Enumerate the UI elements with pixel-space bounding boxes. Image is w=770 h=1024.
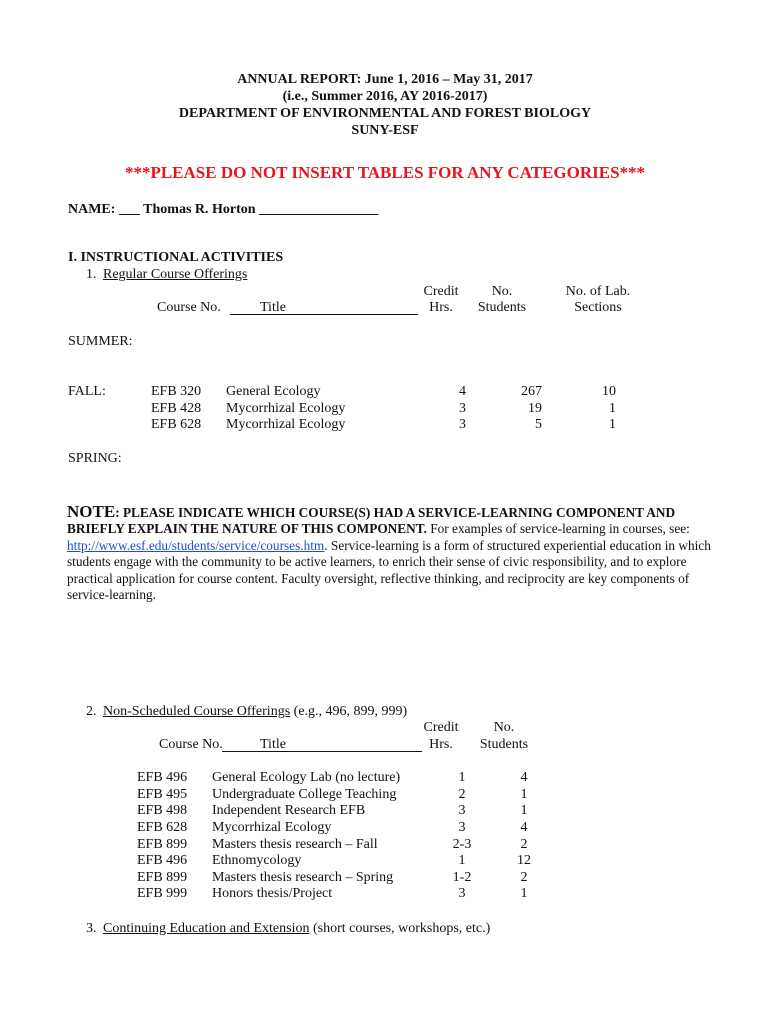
students: 1 — [520, 803, 528, 818]
service-courses-link[interactable]: http://www.esf.edu/students/service/courses.htm — [67, 537, 325, 553]
students: 5 — [535, 417, 542, 432]
report-period: (i.e., Summer 2016, AY 2016-2017) — [282, 89, 488, 104]
students: 19 — [528, 401, 542, 416]
course-no: EFB 428 — [151, 401, 202, 416]
note-bold-text: : PLEASE INDICATE WHICH COURSE(S) HAD A SERVICE-LEARNING COMPONENT AND BRIEFLY EXPLAIN THE NATURE OF THIS COMPONENT. — [67, 505, 676, 537]
course-title: Mycorrhizal Ecology — [212, 820, 332, 835]
credit-hrs: 3 — [458, 803, 466, 818]
credit-hrs: 2-3 — [452, 837, 472, 852]
credit-hrs: 3 — [458, 886, 466, 901]
institution-name: SUNY-ESF — [351, 123, 419, 138]
credit-hrs: 2 — [458, 787, 466, 802]
course-no: EFB 899 — [137, 837, 188, 852]
summer-label: SUMMER: — [68, 334, 133, 349]
col-lab: No. of Lab. — [565, 284, 631, 299]
col-no: No. — [493, 720, 515, 735]
course-title: Masters thesis research – Spring — [212, 870, 394, 885]
col-title: Title — [260, 300, 286, 315]
item-3-heading — [103, 922, 490, 936]
students: 4 — [520, 820, 528, 835]
col-credit-hrs: Hrs. — [429, 737, 453, 752]
course-no: EFB 496 — [137, 853, 188, 868]
credit-hrs: 1-2 — [452, 870, 472, 885]
service-learning-note — [67, 504, 727, 603]
fall-label: FALL: — [68, 384, 106, 399]
item-3-title: Continuing Education and Extension — [103, 921, 310, 936]
note-lead: NOTE — [67, 502, 116, 521]
lab-sections: 1 — [609, 417, 616, 432]
course-no: EFB 628 — [137, 820, 188, 835]
col-credit-hrs: Hrs. — [429, 300, 453, 315]
item-3-suffix: (short courses, workshops, etc.) — [309, 921, 491, 936]
title-underline — [230, 314, 418, 315]
credit-hrs: 1 — [458, 853, 466, 868]
course-title: General Ecology Lab (no lecture) — [212, 770, 401, 785]
students: 4 — [520, 770, 528, 785]
col-title: Title — [260, 737, 286, 752]
course-no: EFB 628 — [151, 417, 202, 432]
lab-sections: 10 — [602, 384, 616, 399]
course-title: Mycorrhizal Ecology — [226, 417, 346, 432]
col-credit: Credit — [423, 720, 459, 735]
item-3-number: 3. — [86, 921, 97, 936]
course-title: Ethnomycology — [212, 853, 302, 868]
item-2-title: Non-Scheduled Course Offerings — [103, 704, 291, 719]
students: 1 — [520, 787, 528, 802]
students: 2 — [520, 837, 528, 852]
course-no: EFB 999 — [137, 886, 188, 901]
item-2-heading — [103, 705, 407, 719]
credit-hrs: 3 — [459, 401, 466, 416]
title-underline — [222, 751, 422, 752]
course-no: EFB 899 — [137, 870, 188, 885]
credit-hrs: 1 — [458, 770, 466, 785]
col-no: No. — [491, 284, 513, 299]
course-title: Mycorrhizal Ecology — [226, 401, 346, 416]
credit-hrs: 4 — [459, 384, 466, 399]
report-title: ANNUAL REPORT: June 1, 2016 – May 31, 2017 — [237, 72, 533, 87]
item-2-suffix: (e.g., 496, 899, 999) — [290, 704, 408, 719]
credit-hrs: 3 — [458, 820, 466, 835]
course-no: EFB 498 — [137, 803, 188, 818]
course-title: Honors thesis/Project — [212, 886, 333, 901]
department-name: DEPARTMENT OF ENVIRONMENTAL AND FOREST BIOLOGY — [178, 106, 592, 121]
students: 2 — [520, 870, 528, 885]
spring-label: SPRING: — [68, 451, 122, 466]
students: 267 — [521, 384, 542, 399]
item-2-number: 2. — [86, 704, 97, 719]
note-text-before-link: For examples of service-learning in courses, see: — [426, 521, 690, 537]
name-line: NAME: ___ Thomas R. Horton _________________ — [68, 202, 379, 217]
col-credit: Credit — [423, 284, 459, 299]
course-title: Undergraduate College Teaching — [212, 787, 397, 802]
course-no: EFB 320 — [151, 384, 202, 399]
students: 12 — [517, 853, 531, 868]
col-students: Students — [479, 737, 529, 752]
course-no: EFB 496 — [137, 770, 188, 785]
students: 1 — [520, 886, 528, 901]
col-sections: Sections — [574, 300, 622, 315]
col-course-no: Course No. — [157, 300, 221, 315]
course-no: EFB 495 — [137, 787, 188, 802]
warning-banner: ***PLEASE DO NOT INSERT TABLES FOR ANY CATEGORIES*** — [124, 163, 646, 182]
item-1-title: Regular Course Offerings — [103, 267, 248, 282]
note-text-after-link: . Service-learning is a form of structured experiential education in which students engage with the community to be active learners, to enrich their sense of civic responsibility, and to explore practical application for course content. Faculty oversight, reflective thinking, and reciprocity are key components of service-learning. — [67, 537, 711, 603]
col-students: Students — [477, 300, 527, 315]
credit-hrs: 3 — [459, 417, 466, 432]
col-course-no: Course No. — [159, 737, 223, 752]
item-1-number: 1. — [86, 267, 97, 282]
section-title: I. INSTRUCTIONAL ACTIVITIES — [68, 250, 284, 265]
course-title: General Ecology — [226, 384, 321, 399]
course-title: Masters thesis research – Fall — [212, 837, 378, 852]
lab-sections: 1 — [609, 401, 616, 416]
course-title: Independent Research EFB — [212, 803, 366, 818]
